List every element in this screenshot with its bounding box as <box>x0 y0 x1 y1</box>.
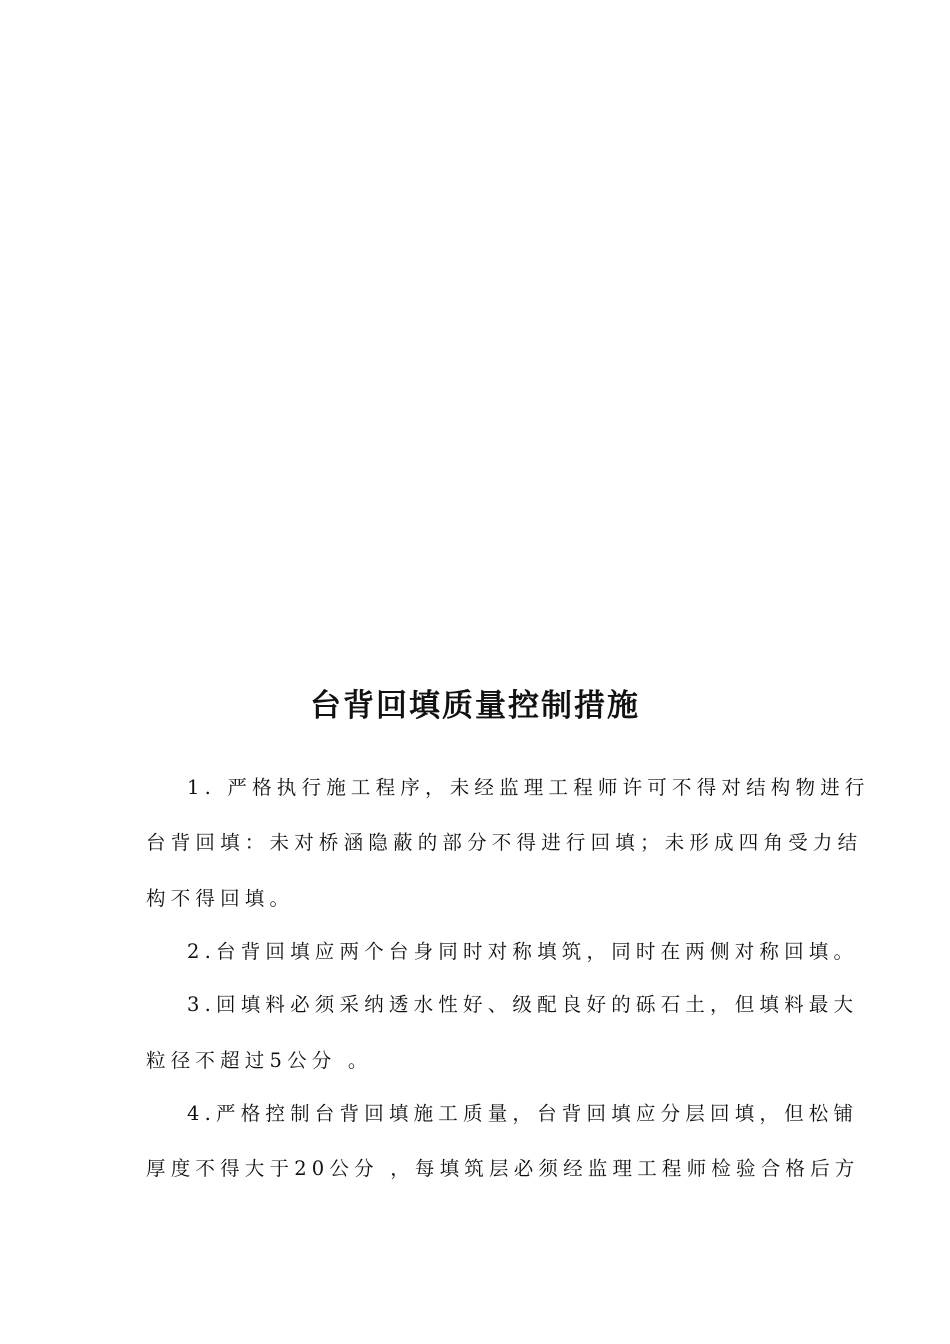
paragraph-line-7: 4.严格控制台背回填施工质量，台背回填应分层回填，但松铺 <box>187 1102 859 1125</box>
paragraph-line-5: 3.回填料必须采纳透水性好、级配良好的砾石土，但填料最大 <box>187 993 859 1016</box>
paragraph-line-2: 台背回填：未对桥涵隐蔽的部分不得进行回填；未形成四角受力结 <box>146 831 863 854</box>
document-title: 台背回填质量控制措施 <box>310 688 640 724</box>
paragraph-line-8: 厚度不得大于20公分 ，每填筑层必须经监理工程师检验合格后方 <box>146 1157 860 1180</box>
paragraph-line-3: 构不得回填。 <box>146 887 295 910</box>
paragraph-line-4: 2.台背回填应两个台身同时对称填筑，同时在两侧对称回填。 <box>187 940 859 963</box>
paragraph-line-6: 粒径不超过5公分 。 <box>146 1049 373 1072</box>
paragraph-line-1: 1. 严格执行施工程序，未经监理工程师许可不得对结构物进行 <box>187 776 870 799</box>
